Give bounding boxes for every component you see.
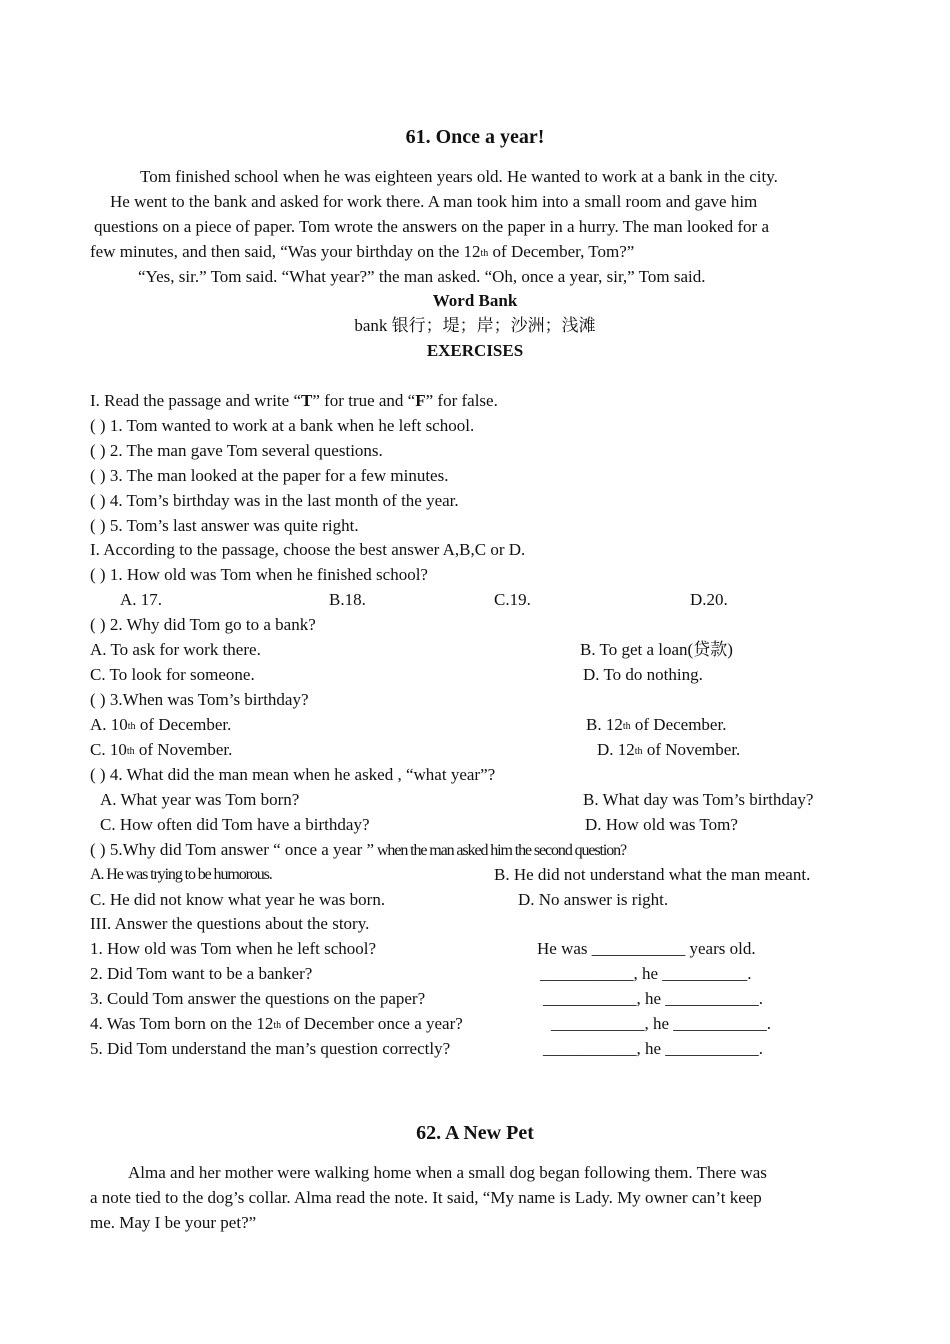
word-bank-heading: Word Bank — [432, 291, 518, 310]
story-title: 61. Once a year! — [405, 126, 545, 148]
superscript: th — [480, 248, 489, 259]
mc-question: ( ) 2. Why did Tom go to a bank? — [90, 615, 316, 634]
mc-option: C. To look for someone. — [90, 665, 255, 684]
question-text: ( ) 5.Why did Tom answer “ once a year ” — [90, 840, 375, 859]
mc-question — [90, 840, 626, 861]
paragraph-line: questions on a piece of paper. Tom wrote the answers on the paper in a hurry. The man looked for a — [94, 217, 769, 236]
mc-option — [90, 715, 231, 737]
story-title: 62. A New Pet — [416, 1122, 534, 1144]
paragraph-text: of December, Tom?” — [488, 242, 635, 261]
option-text: C. 10 — [90, 740, 127, 759]
mc-question: ( ) 4. What did the man mean when he asked , “what year”? — [90, 765, 496, 784]
question-text: of December once a year? — [281, 1014, 463, 1033]
paragraph-line — [90, 242, 634, 264]
instruction-text: I. Read the passage and write “ — [90, 391, 301, 410]
paragraph-line: Alma and her mother were walking home when a small dog began following them. There was — [128, 1163, 767, 1182]
answer-question: 1. How old was Tom when he left school? — [90, 939, 377, 958]
paragraph-line: me. May I be your pet?” — [90, 1213, 257, 1232]
answer-question: 3. Could Tom answer the questions on the paper? — [90, 989, 426, 1008]
mc-option: C.19. — [494, 590, 531, 609]
mc-option: A. To ask for work there. — [90, 640, 261, 659]
answer-question: 2. Did Tom want to be a banker? — [90, 964, 313, 983]
mc-option: B. To get a loan(贷款) — [580, 640, 733, 659]
superscript: th — [273, 1020, 282, 1031]
mc-option: B. What day was Tom’s birthday? — [583, 790, 814, 809]
mc-option — [597, 740, 740, 762]
option-text: of December. — [135, 715, 232, 734]
mc-option — [90, 740, 232, 762]
option-text: D. 12 — [597, 740, 635, 759]
mc-option: A. What year was Tom born? — [100, 790, 300, 809]
question-text: 4. Was Tom born on the 12 — [90, 1014, 274, 1033]
instruction-text: T — [301, 391, 313, 410]
option-text: of December. — [630, 715, 727, 734]
paragraph-line: a note tied to the dog’s collar. Alma read the note. It said, “My name is Lady. My owner can’t keep — [90, 1188, 762, 1207]
option-text: B. 12 — [586, 715, 623, 734]
option-text: of November. — [642, 740, 741, 759]
mc-option: D.20. — [690, 590, 728, 609]
instruction-text: ” for false. — [425, 391, 498, 410]
superscript: th — [634, 746, 643, 757]
paragraph-text: few minutes, and then said, “Was your birthday on the 12 — [90, 242, 481, 261]
tf-item: ( ) 5. Tom’s last answer was quite right. — [90, 516, 359, 535]
mc-option — [586, 715, 726, 737]
part2-instruction: I. According to the passage, choose the best answer A,B,C or D. — [90, 540, 526, 559]
tf-item: ( ) 1. Tom wanted to work at a bank when he left school. — [90, 416, 475, 435]
tf-item: ( ) 4. Tom’s birthday was in the last month of the year. — [90, 491, 459, 510]
part3-instruction: III. Answer the questions about the story. — [90, 914, 370, 933]
mc-option: D. To do nothing. — [583, 665, 703, 684]
answer-blank[interactable]: ___________, he ___________. — [543, 1039, 764, 1058]
mc-option: A. He was trying to be humorous. — [90, 866, 272, 883]
answer-question — [90, 1014, 463, 1036]
instruction-text: F — [415, 391, 426, 410]
answer-question: 5. Did Tom understand the man’s question correctly? — [90, 1039, 451, 1058]
tf-item: ( ) 2. The man gave Tom several questions. — [90, 441, 383, 460]
answer-blank[interactable]: ___________, he __________. — [540, 964, 752, 983]
mc-question: ( ) 1. How old was Tom when he finished school? — [90, 565, 428, 584]
mc-option: C. He did not know what year he was born. — [90, 890, 386, 909]
mc-option: B. He did not understand what the man meant. — [494, 865, 811, 884]
superscript: th — [126, 746, 135, 757]
tf-item: ( ) 3. The man looked at the paper for a few minutes. — [90, 466, 449, 485]
exercises-heading: EXERCISES — [426, 341, 524, 360]
paragraph-line: Tom finished school when he was eighteen years old. He wanted to work at a bank in the city. — [140, 167, 778, 186]
mc-question: ( ) 3.When was Tom’s birthday? — [90, 690, 309, 709]
option-text: A. 10 — [90, 715, 128, 734]
paragraph-line: He went to the bank and asked for work there. A man took him into a small room and gave him — [110, 192, 758, 211]
instruction-text: ” for true and “ — [312, 391, 416, 410]
mc-option: A. 17. — [120, 590, 163, 609]
mc-option: C. How often did Tom have a birthday? — [100, 815, 370, 834]
paragraph-line: “Yes, sir.” Tom said. “What year?” the man asked. “Oh, once a year, sir,” Tom said. — [138, 267, 706, 286]
mc-option: B.18. — [329, 590, 366, 609]
part1-instruction — [90, 391, 498, 411]
mc-option: D. No answer is right. — [518, 890, 669, 909]
superscript: th — [622, 721, 631, 732]
answer-blank[interactable]: ___________, he ___________. — [551, 1014, 772, 1033]
answer-blank[interactable]: He was ___________ years old. — [537, 939, 756, 958]
word-bank-entry: bank 银行；堤；岸；沙洲；浅滩 — [354, 316, 596, 335]
superscript: th — [127, 721, 136, 732]
mc-option: D. How old was Tom? — [585, 815, 738, 834]
answer-blank[interactable]: ___________, he ___________. — [543, 989, 764, 1008]
option-text: of November. — [134, 740, 233, 759]
question-text: when the man asked him the second question? — [374, 842, 627, 859]
